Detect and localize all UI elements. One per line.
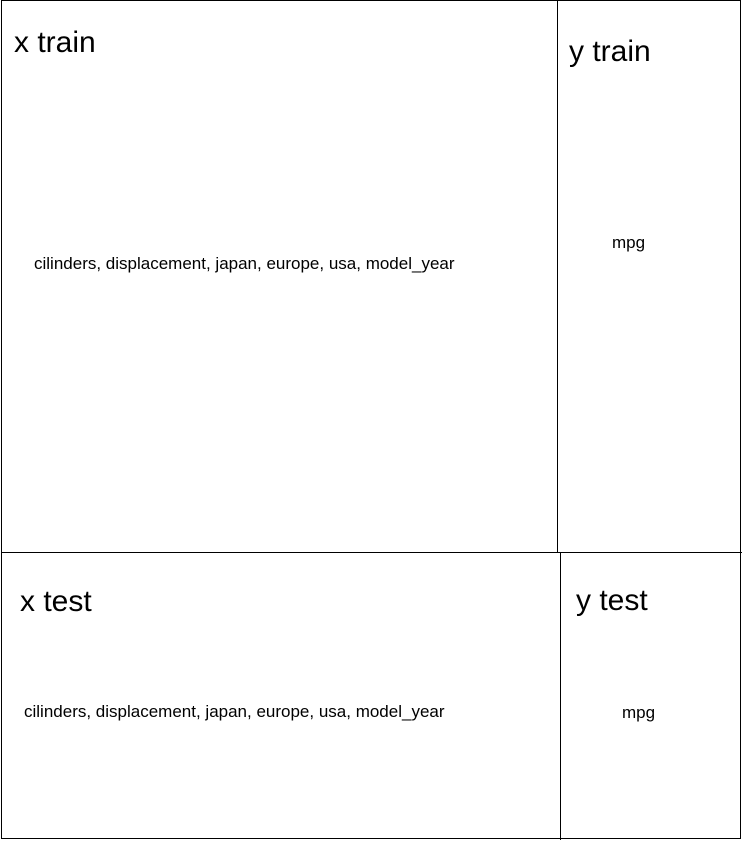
x-train-features: cilinders, displacement, japan, europe, usa, model_year [34, 254, 455, 273]
x-train-title: x train [14, 26, 96, 59]
x-test-features: cilinders, displacement, japan, europe, usa, model_year [24, 702, 445, 721]
train-test-divider [1, 552, 742, 553]
y-train-title: y train [569, 35, 651, 68]
test-x-y-divider [560, 552, 561, 840]
y-test-target: mpg [622, 703, 656, 722]
y-train-target: mpg [612, 233, 646, 252]
train-x-y-divider [557, 0, 558, 553]
x-test-title: x test [20, 585, 92, 618]
y-test-title: y test [576, 584, 648, 617]
